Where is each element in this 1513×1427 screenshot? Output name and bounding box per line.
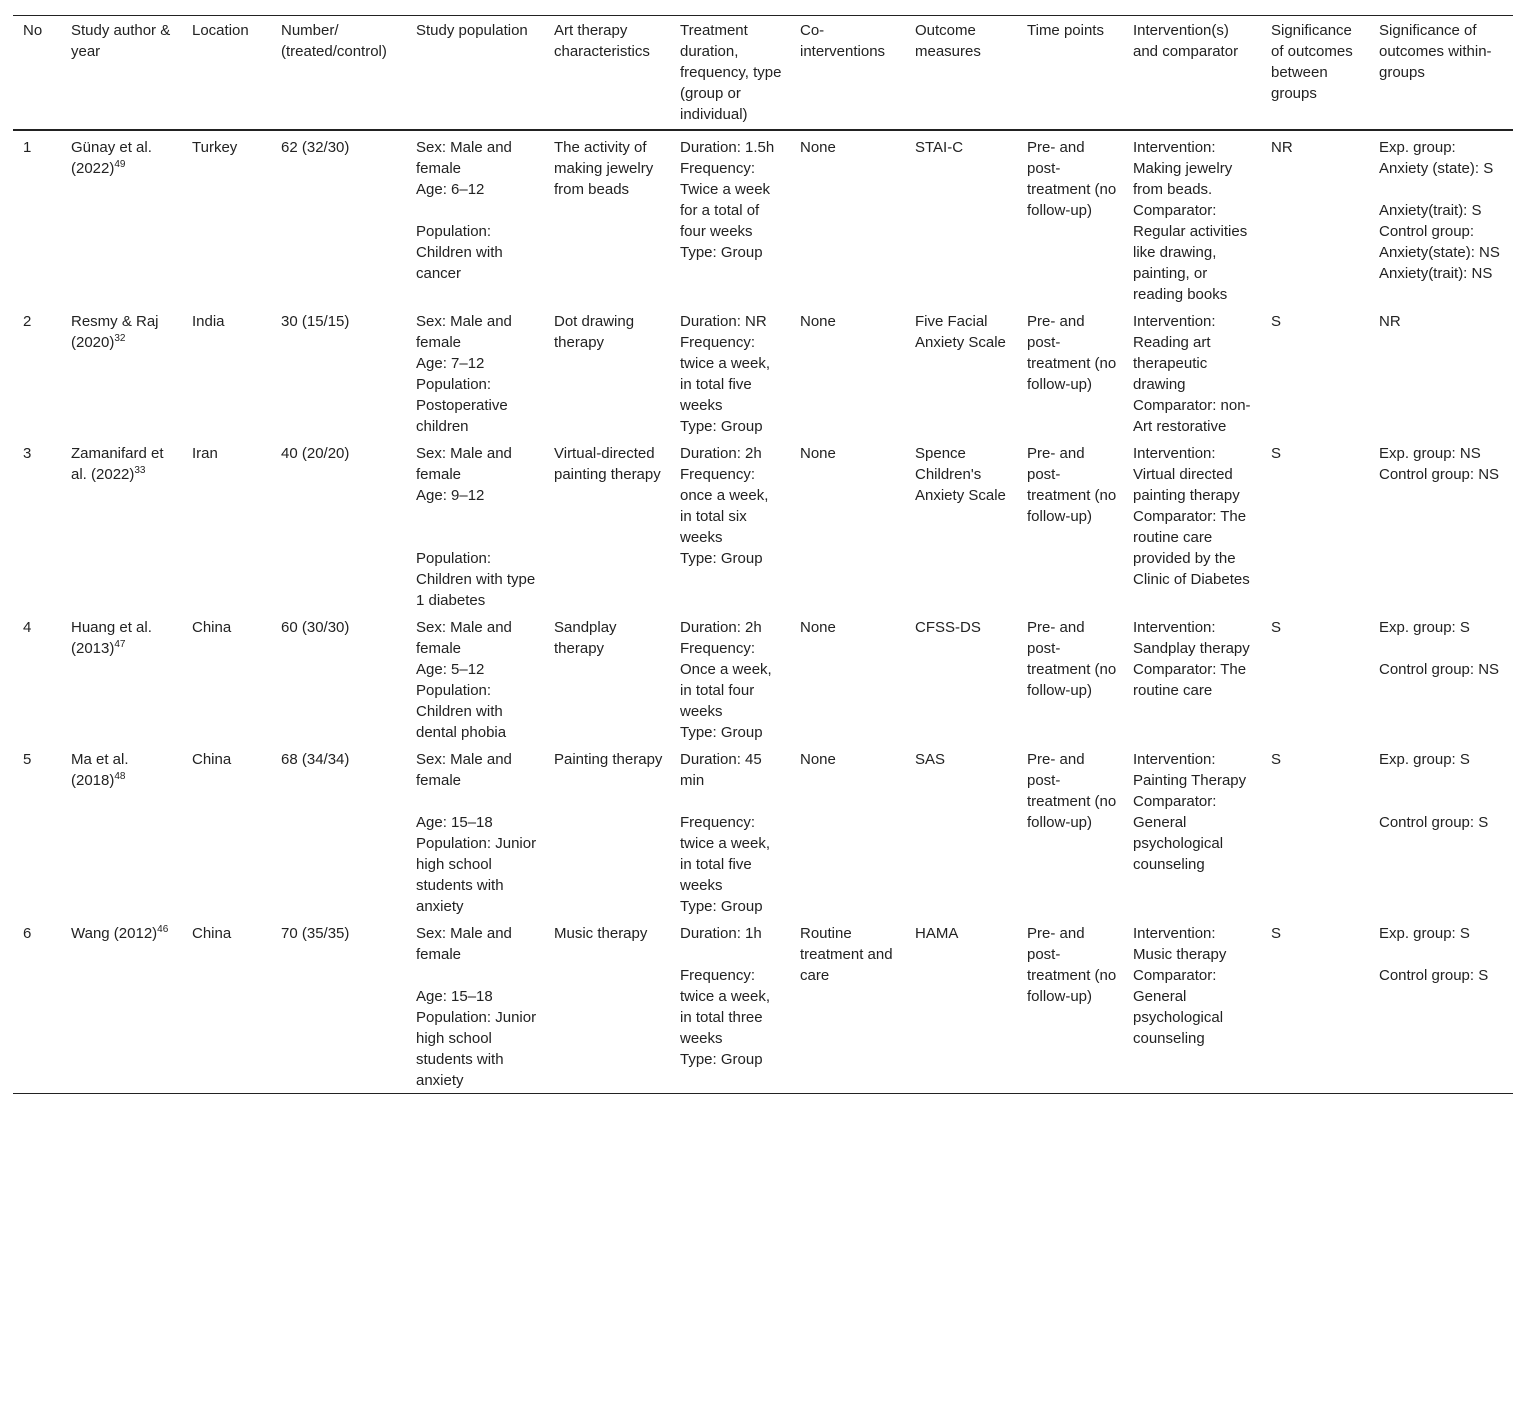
comparator-text: Comparator: Regular activities like drawing, painting, or reading books [1133, 202, 1248, 303]
treatment-duration: Duration: 2h [680, 445, 762, 462]
within-result: Exp. group: S [1379, 925, 1470, 942]
reference-number: 48 [114, 771, 126, 782]
population-sex: Sex: Male and female [416, 751, 512, 789]
cell-between: S [1271, 445, 1282, 462]
comparator-text: Comparator: General psychological counseling [1133, 967, 1224, 1047]
treatment-type: Type: Group [680, 898, 763, 915]
header-number: Number/ (treated/control) [271, 16, 406, 131]
cell-intervention [1123, 743, 1261, 917]
within-result: Exp. group: Anxiety (state): S [1379, 139, 1494, 177]
cell-no: 5 [23, 751, 32, 768]
cell-population [406, 743, 544, 917]
cell-outcome: HAMA [905, 917, 1017, 1094]
cell-treatment [670, 611, 790, 743]
population-age: Age: 6–12 [416, 181, 485, 198]
studies-table [13, 15, 1513, 1094]
treatment-type: Type: Group [680, 244, 763, 261]
population-age: Age: 7–12 [416, 355, 485, 372]
treatment-duration: Duration: 1.5h [680, 139, 775, 156]
cell-timepoints: Pre- and post-treatment (no follow-up) [1027, 139, 1117, 219]
header-timepoints: Time points [1017, 16, 1123, 131]
cell-no: 1 [23, 139, 32, 156]
population-sex: Sex: Male and female [416, 139, 512, 177]
cell-within [1369, 130, 1513, 305]
cell-number: 68 (34/34) [281, 751, 350, 768]
table-row [13, 305, 1513, 437]
cell-location: Turkey [192, 139, 238, 156]
cell-treatment [670, 917, 790, 1094]
treatment-frequency: Frequency: once a week, in total six weeks [680, 466, 769, 546]
cell-population [406, 437, 544, 611]
cell-treatment [670, 743, 790, 917]
cell-number: 40 (20/20) [281, 445, 350, 462]
population-sex: Sex: Male and female [416, 313, 512, 351]
cell-cointerventions: Routine treatment and care [790, 917, 905, 1094]
treatment-frequency: Frequency: Once a week, in total four weeks [680, 640, 772, 720]
cell-cointerventions: None [800, 139, 836, 156]
comparator-text: Comparator: The routine care provided by the Clinic of Diabetes [1133, 508, 1250, 588]
population-age: Age: 15–18 [416, 814, 493, 831]
intervention-text: Intervention: Virtual directed painting therapy [1133, 445, 1240, 504]
header-cointerventions: Co-interventions [790, 16, 905, 131]
cell-characteristics: The activity of making jewelry from beads [554, 139, 654, 198]
cell-characteristics: Virtual-directed painting therapy [554, 445, 661, 483]
cell-no: 3 [23, 445, 32, 462]
reference-number: 49 [114, 159, 126, 170]
comparator-text: Comparator: The routine care [1133, 661, 1247, 699]
cell-location: China [182, 917, 271, 1094]
cell-timepoints: Pre- and post-treatment (no follow-up) [1027, 619, 1117, 699]
comparator-text: Comparator: General psychological counseling [1133, 793, 1224, 873]
header-author: Study author & year [61, 16, 182, 131]
cell-outcome: Spence Children's Anxiety Scale [915, 445, 1006, 504]
population-age: Age: 15–18 [416, 988, 493, 1005]
population-sex: Sex: Male and female [416, 445, 512, 483]
cell-outcome: SAS [915, 751, 946, 768]
cell-author [61, 130, 182, 305]
cell-number: 30 (15/15) [281, 313, 350, 330]
table-row [13, 437, 1513, 611]
treatment-type: Type: Group [680, 418, 763, 435]
reference-number: 46 [157, 924, 169, 935]
cell-timepoints: Pre- and post-treatment (no follow-up) [1027, 313, 1117, 393]
header-outcome: Outcome measures [905, 16, 1017, 131]
within-result: Control group: NS [1379, 661, 1500, 678]
cell-no: 2 [23, 313, 32, 330]
within-result: NR [1379, 313, 1401, 330]
spacer [680, 944, 784, 965]
cell-treatment [670, 130, 790, 305]
intervention-text: Intervention: Reading art therapeutic drawing [1133, 313, 1216, 393]
within-result: Anxiety(trait): S [1379, 202, 1482, 219]
cell-between: NR [1271, 139, 1293, 156]
population-sex: Sex: Male and female [416, 619, 512, 657]
comparator-text: Comparator: non-Art restorative [1133, 397, 1251, 435]
cell-author [61, 743, 182, 917]
cell-number: 70 (35/35) [271, 917, 406, 1094]
treatment-frequency: Frequency: twice a week, in total three weeks [680, 967, 771, 1047]
cell-cointerventions: None [800, 619, 836, 636]
cell-intervention [1123, 130, 1261, 305]
cell-timepoints: Pre- and post-treatment (no follow-up) [1017, 917, 1123, 1094]
cell-characteristics: Dot drawing therapy [554, 313, 635, 351]
author-text: Ma et al. (2018) [71, 751, 129, 789]
table-row [13, 130, 1513, 305]
within-result: Exp. group: S [1379, 619, 1470, 636]
population-age: Age: 9–12 [416, 487, 485, 504]
cell-within [1369, 305, 1513, 437]
cell-author [61, 917, 182, 1094]
treatment-duration: Duration: 45 min [680, 751, 762, 789]
treatment-duration: Duration: 2h [680, 619, 762, 636]
header-row [13, 16, 1513, 131]
cell-treatment [670, 437, 790, 611]
cell-cointerventions: None [800, 445, 836, 462]
header-treatment: Treatment duration, frequency, type (group or individual) [670, 16, 790, 131]
cell-no: 6 [13, 917, 61, 1094]
population-desc: Population: Children with type 1 diabetes [416, 550, 536, 609]
cell-location: India [192, 313, 225, 330]
cell-intervention [1123, 437, 1261, 611]
header-location: Location [182, 16, 271, 131]
cell-number: 62 (32/30) [281, 139, 350, 156]
spacer [1379, 791, 1507, 812]
spacer [416, 791, 538, 812]
treatment-duration: Duration: 1h [680, 925, 762, 942]
treatment-frequency: Frequency: twice a week, in total five weeks [680, 334, 771, 414]
spacer [1379, 638, 1507, 659]
header-characteristics: Art therapy characteristics [544, 16, 670, 131]
cell-location: Iran [192, 445, 218, 462]
treatment-type: Type: Group [680, 1051, 763, 1068]
cell-author [61, 305, 182, 437]
population-desc: Population: Junior high school students with anxiety [416, 1009, 537, 1089]
cell-between: S [1261, 917, 1369, 1094]
cell-population [406, 130, 544, 305]
header-population: Study population [406, 16, 544, 131]
spacer [1379, 770, 1507, 791]
population-desc: Population: Junior high school students with anxiety [416, 835, 537, 915]
spacer [416, 965, 538, 986]
cell-intervention [1123, 917, 1261, 1094]
author-text: Zamanifard et al. (2022) [71, 445, 164, 483]
header-within: Significance of outcomes within-groups [1369, 16, 1513, 131]
cell-intervention [1123, 611, 1261, 743]
reference-number: 47 [114, 639, 126, 650]
header-no: No [13, 16, 61, 131]
cell-number: 60 (30/30) [281, 619, 350, 636]
treatment-type: Type: Group [680, 724, 763, 741]
within-result: Control group: S [1379, 967, 1489, 984]
cell-population [406, 305, 544, 437]
within-result: Control group: S [1379, 814, 1489, 831]
spacer [1379, 944, 1507, 965]
spacer [680, 791, 784, 812]
cell-outcome: STAI-C [915, 139, 964, 156]
reference-number: 32 [114, 333, 126, 344]
cell-characteristics: Music therapy [544, 917, 670, 1094]
cell-within [1369, 917, 1513, 1094]
within-result: Exp. group: NS [1379, 445, 1481, 462]
cell-no: 4 [23, 619, 32, 636]
reference-number: 33 [134, 465, 146, 476]
cell-timepoints: Pre- and post-treatment (no follow-up) [1027, 751, 1117, 831]
cell-characteristics: Painting therapy [554, 751, 663, 768]
cell-between: S [1271, 313, 1282, 330]
cell-outcome: CFSS-DS [915, 619, 981, 636]
within-result: Control group: Anxiety(state): NS [1379, 223, 1500, 261]
population-age: Age: 5–12 [416, 661, 485, 678]
table-row [13, 743, 1513, 917]
treatment-duration: Duration: NR [680, 313, 767, 330]
header-intervention: Intervention(s) and comparator [1123, 16, 1261, 131]
cell-author [61, 611, 182, 743]
spacer [416, 506, 538, 527]
treatment-type: Type: Group [680, 550, 763, 567]
within-result: Anxiety(trait): NS [1379, 265, 1493, 282]
cell-between: S [1271, 619, 1282, 636]
population-desc: Population: Children with cancer [416, 223, 503, 282]
population-desc: Population: Children with dental phobia [416, 682, 507, 741]
cell-population [406, 917, 544, 1094]
cell-author [61, 437, 182, 611]
author-text: Huang et al. (2013) [71, 619, 152, 657]
table-row [13, 611, 1513, 743]
spacer [1379, 179, 1507, 200]
cell-outcome: Five Facial Anxiety Scale [915, 313, 1006, 351]
intervention-text: Intervention: Music therapy [1133, 925, 1227, 963]
cell-cointerventions: None [800, 751, 836, 768]
spacer [416, 200, 538, 221]
cell-within [1369, 437, 1513, 611]
author-text: Resmy & Raj (2020) [71, 313, 159, 351]
cell-treatment [670, 305, 790, 437]
author-text: Wang (2012) [71, 925, 158, 942]
cell-intervention [1123, 305, 1261, 437]
cell-location: China [192, 751, 232, 768]
population-desc: Population: Postoperative children [416, 376, 508, 435]
cell-timepoints: Pre- and post-treatment (no follow-up) [1027, 445, 1117, 525]
spacer [416, 527, 538, 548]
treatment-frequency: Frequency: twice a week, in total five weeks [680, 814, 771, 894]
cell-characteristics: Sandplay therapy [554, 619, 617, 657]
cell-within [1369, 611, 1513, 743]
cell-location: China [192, 619, 232, 636]
within-result: Exp. group: S [1379, 751, 1470, 768]
population-sex: Sex: Male and female [416, 925, 512, 963]
header-between: Significance of outcomes between groups [1261, 16, 1369, 131]
treatment-frequency: Frequency: Twice a week for a total of four weeks [680, 160, 771, 240]
cell-cointerventions: None [800, 313, 836, 330]
author-text: Günay et al. (2022) [71, 139, 152, 177]
table-row [13, 917, 1513, 1094]
cell-population [406, 611, 544, 743]
within-result: Control group: NS [1379, 466, 1500, 483]
intervention-text: Intervention: Painting Therapy [1133, 751, 1247, 789]
cell-within [1369, 743, 1513, 917]
intervention-text: Intervention: Sandplay therapy [1133, 619, 1250, 657]
cell-between: S [1271, 751, 1282, 768]
intervention-text: Intervention: Making jewelry from beads. [1133, 139, 1233, 198]
